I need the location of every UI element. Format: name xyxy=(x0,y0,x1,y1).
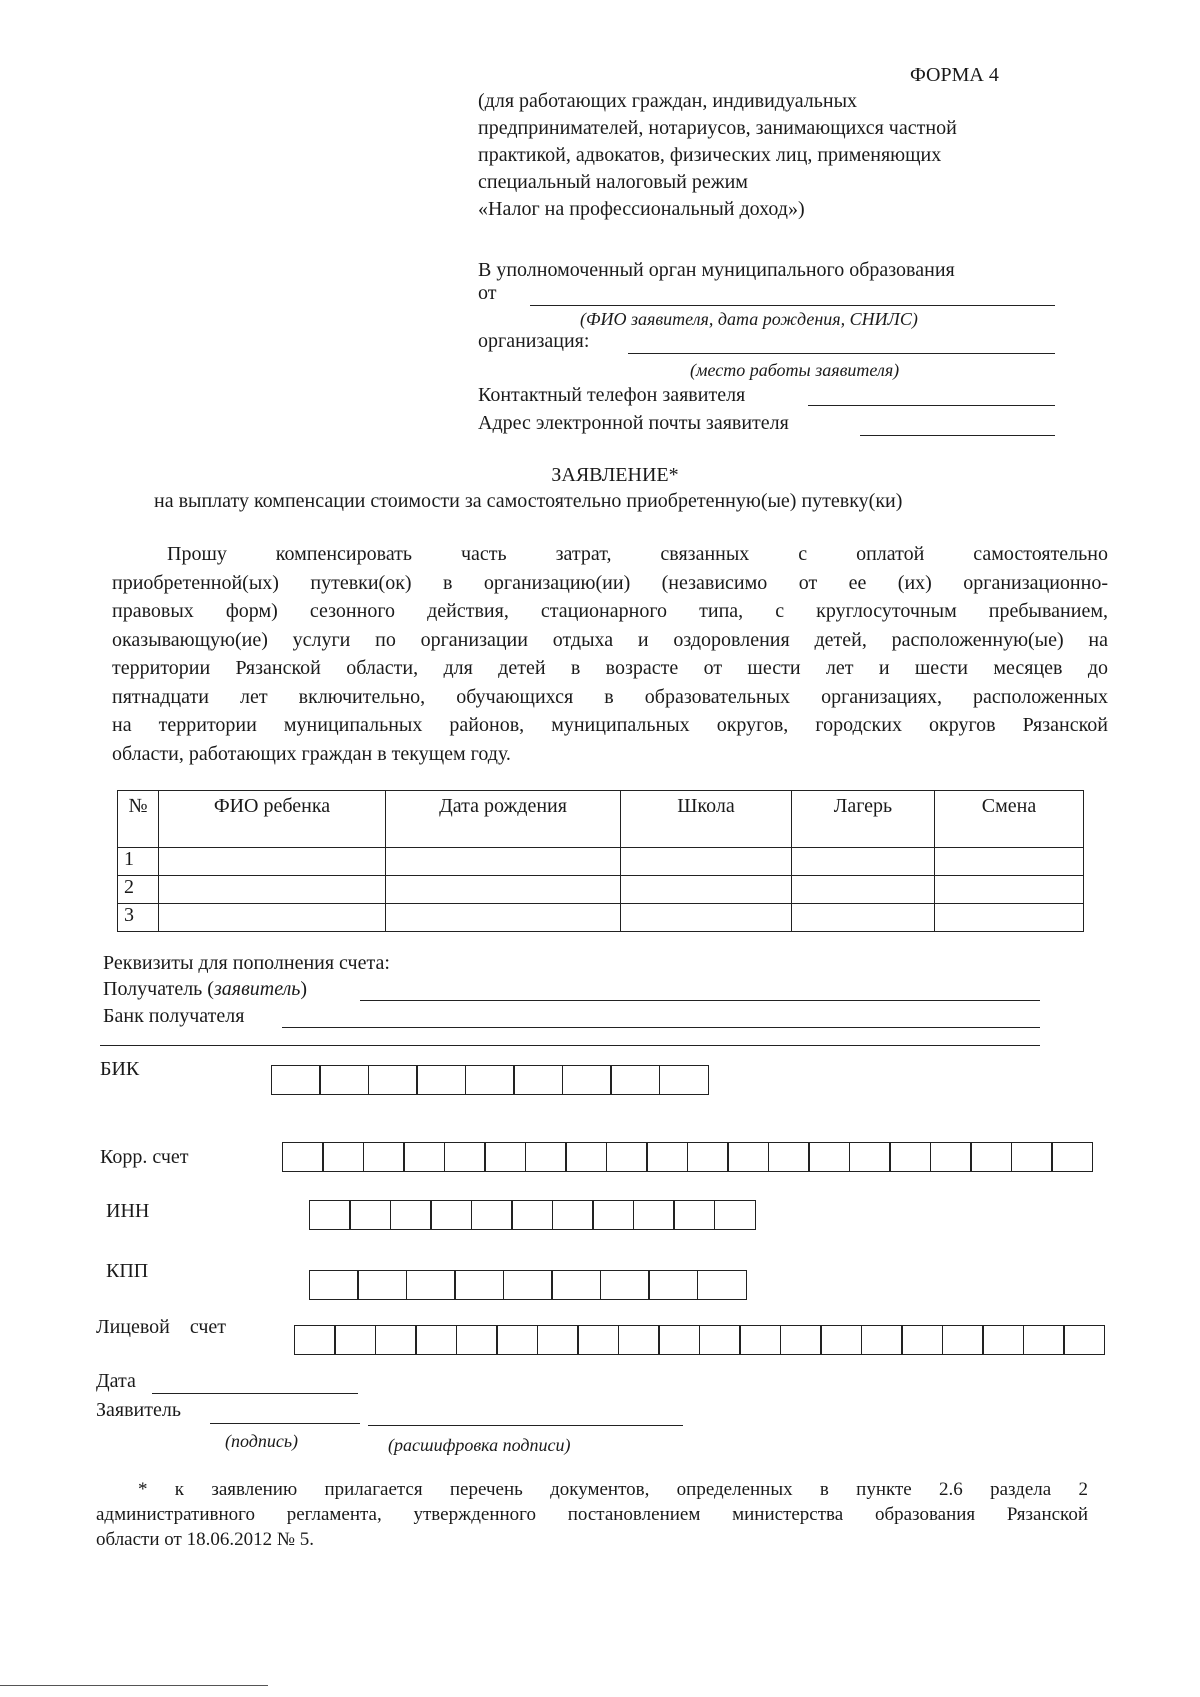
col-camp: Лагерь xyxy=(792,791,935,848)
child-name-cell[interactable] xyxy=(159,904,386,932)
corr-account-label: Корр. счет xyxy=(100,1146,189,1168)
table-row xyxy=(118,848,1084,876)
inn-label: ИНН xyxy=(106,1200,150,1222)
bank-line[interactable] xyxy=(282,1027,1040,1028)
col-school: Школа xyxy=(621,791,792,848)
applicant-category-note xyxy=(478,88,957,223)
kpp-boxes[interactable] xyxy=(310,1270,747,1300)
paragraph-line: на территории муниципальных районов, муниципальных округов, городских округов Рязанской xyxy=(112,714,1108,736)
child-name-cell[interactable] xyxy=(159,876,386,904)
footnote-line: административного регламента, утвержденного постановлением министерства образования Рязанской xyxy=(96,1504,1088,1525)
document-subtitle: на выплату компенсации стоимости за самостоятельно приобретенную(ые) путевку(ки) xyxy=(154,490,903,512)
bank-line-2[interactable] xyxy=(100,1045,1040,1046)
paragraph-line: оказывающую(ие) услуги по организации отдыха и оздоровления детей, расположенную(ые) на xyxy=(112,628,1108,651)
col-number: № xyxy=(118,791,159,848)
table-row xyxy=(118,904,1084,932)
request-paragraph xyxy=(112,540,1108,768)
signature-hint: (подпись) xyxy=(225,1431,299,1451)
bik-boxes[interactable] xyxy=(272,1065,709,1095)
col-shift: Смена xyxy=(935,791,1084,848)
note-line: «Налог на профессиональный доход») xyxy=(478,198,805,220)
phone-line[interactable] xyxy=(808,405,1055,406)
paragraph-line: приобретенной(ых) путевки(ок) в организацию(ии) (независимо от ее (их) организационно- xyxy=(112,571,1108,594)
inn-boxes[interactable] xyxy=(310,1200,756,1230)
table-header-row xyxy=(118,791,1084,848)
footnote xyxy=(96,1477,1088,1552)
birth-date-cell[interactable] xyxy=(386,876,621,904)
applicant-name-line[interactable] xyxy=(530,305,1055,306)
children-table xyxy=(117,790,1084,932)
bik-label: БИК xyxy=(100,1058,140,1080)
shift-cell[interactable] xyxy=(935,904,1084,932)
birth-date-cell[interactable] xyxy=(386,904,621,932)
requisites-heading: Реквизиты для пополнения счета: xyxy=(103,952,390,974)
date-line[interactable] xyxy=(152,1393,358,1394)
organization-line[interactable] xyxy=(628,353,1055,354)
child-name-cell[interactable] xyxy=(159,848,386,876)
note-line: (для работающих граждан, индивидуальных xyxy=(478,90,858,112)
organization-hint: (место работы заявителя) xyxy=(690,360,900,380)
school-cell[interactable] xyxy=(621,904,792,932)
form-number: ФОРМА 4 xyxy=(910,64,999,86)
signature-decode-hint: (расшифровка подписи) xyxy=(388,1435,571,1455)
signature-line[interactable] xyxy=(210,1423,360,1424)
shift-cell[interactable] xyxy=(935,848,1084,876)
signature-decode-line[interactable] xyxy=(368,1425,683,1426)
addressee: В уполномоченный орган муниципального образования xyxy=(478,259,955,281)
applicant-name-hint: (ФИО заявителя, дата рождения, СНИЛС) xyxy=(580,309,918,329)
paragraph-line: пятнадцати лет включительно, обучающихся в образовательных организациях, расположенных xyxy=(112,685,1108,708)
camp-cell[interactable] xyxy=(792,876,935,904)
footnote-line: области от 18.06.2012 № 5. xyxy=(96,1529,314,1550)
paragraph-line: Прошу компенсировать часть затрат, связанных с оплатой самостоятельно xyxy=(167,543,1108,565)
phone-label: Контактный телефон заявителя xyxy=(478,384,746,406)
document-title: ЗАЯВЛЕНИЕ* xyxy=(551,464,679,486)
recipient-label: Получатель (заявитель) xyxy=(103,978,308,1000)
row-number: 1 xyxy=(118,848,159,876)
bank-label: Банк получателя xyxy=(103,1005,245,1027)
camp-cell[interactable] xyxy=(792,904,935,932)
row-number: 3 xyxy=(118,904,159,932)
col-birth-date: Дата рождения xyxy=(386,791,621,848)
from-label: от xyxy=(478,282,497,304)
email-label: Адрес электронной почты заявителя xyxy=(478,412,789,434)
camp-cell[interactable] xyxy=(792,848,935,876)
date-label: Дата xyxy=(96,1370,136,1392)
account-label: Лицевой счет xyxy=(96,1316,227,1338)
shift-cell[interactable] xyxy=(935,876,1084,904)
note-line: практикой, адвокатов, физических лиц, применяющих xyxy=(478,144,942,166)
organization-label: организация: xyxy=(478,330,590,352)
page-edge-line xyxy=(0,1685,268,1686)
paragraph-line: правовых форм) сезонного действия, стационарного типа, с круглосуточным пребыванием, xyxy=(112,600,1108,622)
corr-account-boxes[interactable] xyxy=(283,1142,1093,1172)
paragraph-line: территории Рязанской области, для детей в возрасте от шести лет и шести месяцев до xyxy=(112,657,1108,679)
note-line: специальный налоговый режим xyxy=(478,171,748,193)
kpp-label: КПП xyxy=(106,1260,149,1282)
applicant-label: Заявитель xyxy=(96,1399,181,1421)
note-line: предпринимателей, нотариусов, занимающихся частной xyxy=(478,117,957,139)
personal-account-boxes[interactable] xyxy=(295,1325,1105,1355)
col-child-name: ФИО ребенка xyxy=(159,791,386,848)
recipient-line[interactable] xyxy=(360,1000,1040,1001)
birth-date-cell[interactable] xyxy=(386,848,621,876)
table-row xyxy=(118,876,1084,904)
row-number: 2 xyxy=(118,876,159,904)
email-line[interactable] xyxy=(860,435,1055,436)
school-cell[interactable] xyxy=(621,848,792,876)
footnote-line: * к заявлению прилагается перечень документов, определенных в пункте 2.6 раздела 2 xyxy=(138,1479,1088,1500)
paragraph-line: области, работающих граждан в текущем году. xyxy=(112,742,511,765)
school-cell[interactable] xyxy=(621,876,792,904)
